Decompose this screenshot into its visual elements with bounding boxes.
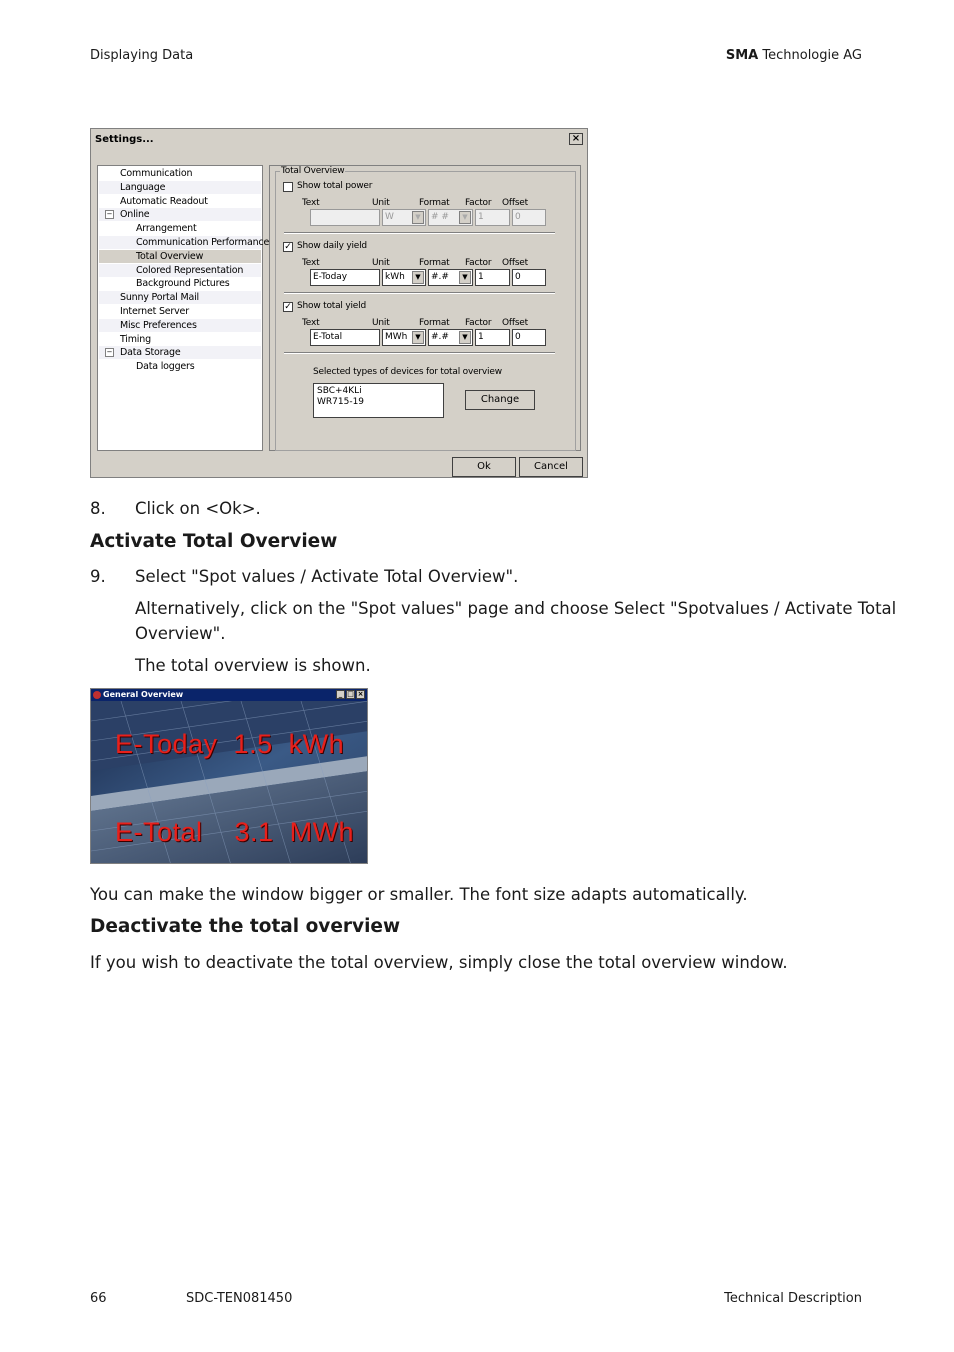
checkbox-label: Show total yield [297, 301, 366, 311]
header-section-title: Displaying Data [90, 48, 194, 63]
dialog-title: Settings... [95, 134, 154, 145]
brand-name: SMA [725, 48, 759, 63]
unit-value: W [385, 212, 394, 222]
tree-item-label[interactable]: Colored Representation [136, 264, 244, 276]
column-header-offset: Offset [502, 318, 528, 328]
chevron-down-icon[interactable]: ▼ [412, 271, 424, 284]
step-number: 8. [90, 499, 106, 518]
tree-item-label[interactable]: Background Pictures [136, 278, 230, 290]
chevron-down-icon[interactable]: ▼ [459, 211, 471, 224]
close-icon[interactable]: × [357, 690, 364, 698]
tree-item-label[interactable]: Arrangement [136, 223, 197, 235]
dialog-titlebar [93, 131, 585, 149]
e-total-value: E-Total 3.1 MWh [115, 817, 355, 847]
total-overview-group [275, 166, 576, 451]
tree-item-label[interactable]: Data loggers [136, 361, 195, 373]
column-header-offset: Offset [502, 258, 528, 268]
overview-titlebar [91, 689, 367, 701]
text-field[interactable]: E-Total [310, 329, 380, 346]
column-header-factor: Factor [465, 318, 492, 328]
factor-field[interactable]: 1 [475, 269, 510, 286]
page-number: 66 [90, 1291, 107, 1306]
document-type: Technical Description [724, 1291, 862, 1306]
text-field[interactable] [310, 209, 380, 226]
tree-item-label[interactable]: Automatic Readout [120, 195, 208, 207]
factor-field[interactable]: 1 [475, 329, 510, 346]
tree-item-label[interactable]: Data Storage [120, 347, 181, 359]
tree-item-label[interactable]: Misc Preferences [120, 319, 197, 331]
column-header-format: Format [419, 318, 450, 328]
device-item[interactable]: WR715-19 [317, 397, 365, 407]
ok-button[interactable]: Ok [452, 457, 516, 477]
column-header-offset: Offset [502, 198, 528, 208]
offset-field[interactable]: 0 [512, 269, 546, 286]
devices-listbox[interactable] [313, 383, 444, 418]
column-header-text: Text [302, 258, 320, 268]
document-code: SDC-TEN081450 [186, 1291, 293, 1306]
format-select[interactable] [428, 269, 473, 286]
format-value: # # [431, 212, 449, 222]
separator [284, 232, 555, 234]
checkbox[interactable] [283, 182, 293, 192]
factor-field[interactable]: 1 [475, 209, 510, 226]
format-select[interactable] [428, 329, 473, 346]
unit-select[interactable] [382, 329, 426, 346]
tree-item-label[interactable]: Language [120, 181, 166, 193]
minimize-icon[interactable]: _ [336, 690, 345, 699]
tree-item-label[interactable]: Internet Server [120, 306, 189, 317]
heading-deactivate: Deactivate the total overview [90, 916, 401, 937]
checkbox-label: Show daily yield [297, 241, 367, 251]
step-text: Select "Spot values / Activate Total Overview". [135, 567, 519, 586]
chevron-down-icon[interactable]: ▼ [459, 331, 471, 344]
deactivate-text: If you wish to deactivate the total overview, simply close the total overview window. [90, 953, 788, 972]
checkbox-label: Show total power [297, 181, 373, 191]
step-text: Click on <Ok>. [135, 499, 261, 518]
close-icon[interactable]: × [569, 133, 583, 145]
alternative-text-line1: Alternatively, click on the "Spot values" page and choose Select "Spotvalues / Activate Total [135, 599, 897, 618]
collapse-icon[interactable]: − [106, 210, 113, 219]
unit-select[interactable] [382, 269, 426, 286]
alternative-text-line2: Overview". [135, 624, 226, 643]
devices-label: Selected types of devices for total overview [313, 367, 502, 377]
step-number: 9. [90, 567, 106, 586]
device-item[interactable]: SBC+4KLi [317, 386, 362, 396]
format-value: #.# [431, 272, 449, 282]
checkbox[interactable]: ✓ [284, 302, 292, 312]
app-icon [93, 691, 101, 699]
column-header-unit: Unit [372, 198, 390, 208]
unit-value: kWh [385, 272, 405, 282]
header-company [726, 48, 862, 63]
column-header-factor: Factor [465, 258, 492, 268]
settings-tree [97, 165, 270, 451]
resize-text: You can make the window bigger or smaller. The font size adapts automatically. [90, 885, 748, 904]
chevron-down-icon[interactable]: ▼ [412, 211, 424, 224]
change-button[interactable]: Change [465, 390, 535, 410]
offset-field[interactable]: 0 [512, 209, 546, 226]
tree-item-label[interactable]: Timing [120, 333, 151, 345]
solar-panel-background [91, 701, 367, 863]
chevron-down-icon[interactable]: ▼ [412, 331, 424, 344]
overview-title: General Overview [103, 690, 184, 699]
settings-panel [269, 165, 581, 451]
separator [284, 352, 555, 354]
chevron-down-icon[interactable]: ▼ [459, 271, 471, 284]
maximize-icon[interactable]: □ [347, 690, 354, 698]
text-field[interactable]: E-Today [310, 269, 380, 286]
checkbox[interactable]: ✓ [284, 242, 292, 252]
column-header-factor: Factor [465, 198, 492, 208]
group-title: Total Overview [281, 166, 345, 176]
tree-item-label[interactable]: Total Overview [136, 250, 204, 262]
column-header-unit: Unit [372, 258, 390, 268]
tree-item-label[interactable]: Online [120, 209, 150, 221]
separator [284, 292, 555, 294]
format-value: #.# [431, 332, 449, 342]
collapse-icon[interactable]: − [106, 348, 113, 357]
tree-item-label[interactable]: Communication Performance [136, 237, 270, 248]
format-select[interactable] [428, 209, 473, 226]
general-overview-window [90, 688, 368, 864]
tree-item-label[interactable]: Communication [120, 168, 193, 179]
column-header-text: Text [302, 198, 320, 208]
tree-item-label[interactable]: Sunny Portal Mail [120, 292, 199, 304]
result-text: The total overview is shown. [135, 656, 371, 675]
unit-value: MWh [385, 332, 408, 342]
e-today-value: E-Today 1.5 kWh [115, 729, 345, 759]
column-header-format: Format [419, 198, 450, 208]
offset-field[interactable]: 0 [512, 329, 546, 346]
column-header-unit: Unit [372, 318, 390, 328]
cancel-button[interactable]: Cancel [519, 457, 583, 477]
company-suffix: Technologie AG [758, 48, 862, 63]
column-header-text: Text [302, 318, 320, 328]
column-header-format: Format [419, 258, 450, 268]
unit-select[interactable] [382, 209, 426, 226]
settings-dialog [90, 128, 588, 478]
heading-activate: Activate Total Overview [90, 531, 338, 552]
